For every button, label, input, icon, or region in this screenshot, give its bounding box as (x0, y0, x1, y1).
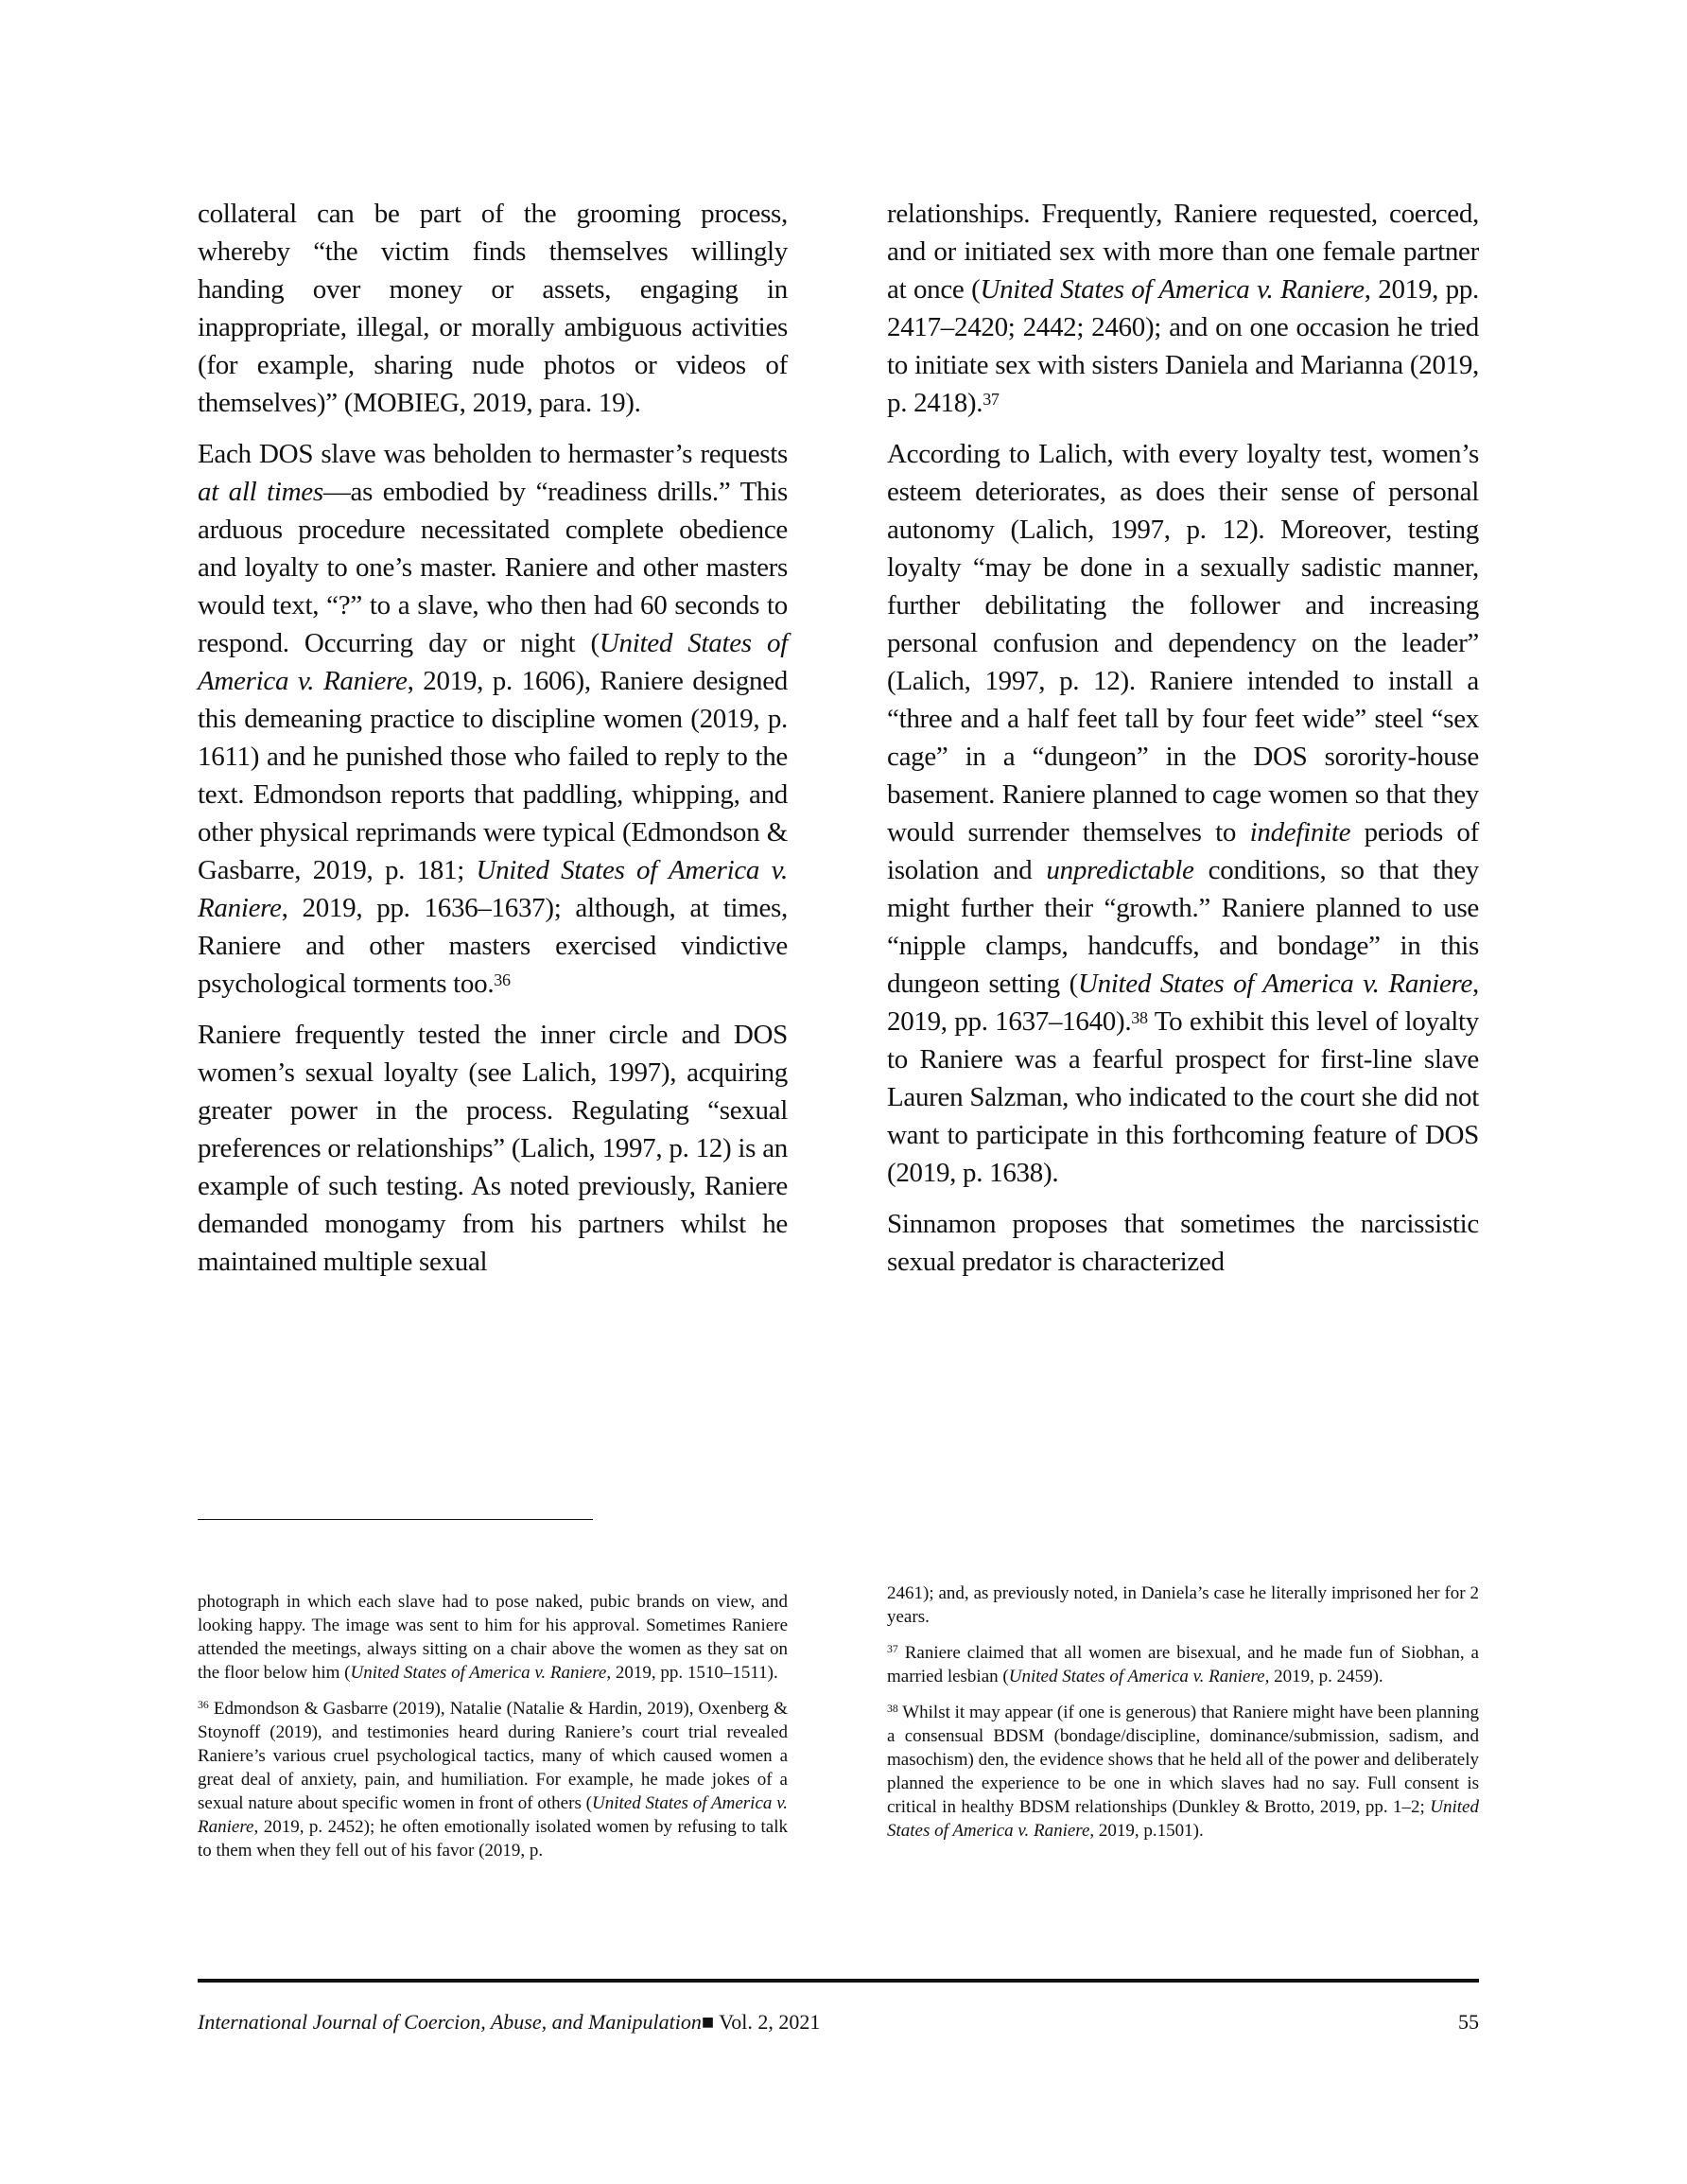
text-run: , 2019, p.1501). (1089, 1821, 1204, 1841)
paragraph (887, 1641, 1479, 1688)
italic-text: United States of America v. Raniere (980, 274, 1365, 305)
footnote-separator (198, 1519, 593, 1520)
paragraph (198, 1016, 788, 1281)
text-run: photograph in which each slave had to pose naked, pubic brands on view, and looking happy. The image was sent to him for his approval. Sometimes Raniere attended the meetings, always sitting on a chair above the women as they sat on the floor below him ( (198, 1592, 788, 1683)
paragraph (887, 195, 1479, 422)
separator-glyph: ■ (701, 2010, 715, 2034)
italic-text: United States of America v. Raniere (887, 1797, 1479, 1841)
italic-text: United States of America v. Raniere (198, 628, 788, 696)
text-run: conditions, so that they might further their “growth.” Raniere planned to use “nipple clamps, handcuffs, and bondage” in this dungeon setting ( (887, 855, 1480, 999)
text-run: According to Lalich, with every loyalty test, women’s esteem deteriorates, as does their sense of personal autonomy (Lalich, 1997, p. 12). Moreover, testing loyalty “may be done in a sexually sadistic manner, further debilitating the follower and increasing personal confusion and dependency on the leader” (Lalich, 1997, p. 12). Raniere intended to install a “three and a half feet tall by four feet wide” steel “sex cage” in a “dungeon” in the DOS sorority-house basement. Raniere planned to cage women so that they would surrender themselves to (887, 439, 1479, 847)
paragraph (887, 435, 1479, 1192)
italic-text: United States of America v. Raniere (198, 1793, 788, 1837)
volume-info: Vol. 2, 2021 (714, 2010, 821, 2034)
footer-rule (198, 1979, 1479, 1983)
right-column-body (887, 195, 1479, 1294)
paragraph (198, 1590, 788, 1685)
italic-text: United States of America v. Raniere (198, 855, 788, 923)
paragraph (887, 1701, 1479, 1843)
left-column-footnotes (198, 1590, 788, 1875)
paragraph (887, 1581, 1479, 1629)
text-run: relationships. Frequently, Raniere requested, coerced, and or initiated sex with more than one female partner at once ( (887, 199, 1479, 305)
text-run: , 2019, pp. 1637–1640). (887, 969, 1479, 1037)
text-run: Raniere claimed that all women are bisexual, and he made fun of Siobhan, a married lesbian ( (887, 1643, 1479, 1686)
footnote-marker: 36 (494, 970, 511, 989)
text-run: Whilst it may appear (if one is generous) that Raniere might have been planning a consensual BDSM (bondage/discipline, dominance/submission, sadism, and masochism) den, the evidence shows that he held all of the power and deliberately planned the experience to be one in which slaves had no say. Full consent is critical in healthy BDSM relationships (Dunkley & Brotto, 2019, pp. 1–2; (887, 1703, 1479, 1817)
italic-text: indefinite (1249, 817, 1351, 847)
journal-title: International Journal of Coercion, Abuse, and Manipulation (198, 2010, 702, 2034)
paragraph (198, 195, 788, 422)
text-run: Sinnamon proposes that sometimes the narcissistic sexual predator is characterized (887, 1209, 1479, 1277)
text-run: , 2019, pp. 1636–1637); although, at times, Raniere and other masters exercised vindictive psychological torments too. (198, 893, 788, 999)
text-run: collateral can be part of the grooming process, whereby “the victim finds themselves willingly handing over money or assets, engaging in inappropriate, illegal, or morally ambiguous activities (for example, sharing nude photos or videos of themselves)” (MOBIEG, 2019, para. 19). (198, 199, 788, 418)
text-run: periods of isolation and (887, 817, 1479, 885)
text-run: 2461); and, as previously noted, in Daniela’s case he literally imprisoned her for 2 years. (887, 1583, 1479, 1627)
text-run: , 2019, pp. 2417–2420; 2442; 2460); and on one occasion he tried to initiate sex with sisters Daniela and Marianna (2019, p. 2418). (887, 274, 1479, 418)
text-run: , 2019, p. 1606), Raniere designed this demeaning practice to discipline women (2019, p. 1611) and he punished those who failed to reply to the text. Edmondson reports that paddling, whipping, and other physical reprimands were typical (Edmondson & Gasbarre, 2019, p. 181; (198, 666, 788, 885)
text-run: Raniere frequently tested the inner circle and DOS women’s sexual loyalty (see Lalich, 1997), acquiring greater power in the process. Regulating “sexual preferences or relationships” (Lalich, 1997, p. 12) is an example of such testing. As noted previously, Raniere demanded monogamy from his partners whilst he maintained multiple sexual (198, 1020, 788, 1277)
italic-text: unpredictable (1046, 855, 1194, 885)
italic-text: United States of America v. Raniere (1077, 969, 1473, 999)
footnote-marker: 38 (887, 1703, 898, 1715)
text-run: To exhibit this level of loyalty to Raniere was a fearful prospect for first-line slave Lauren Salzman, who indicated to the court she did not want to participate in this forthcoming feature of DOS (2019, p. 1638). (887, 1006, 1479, 1188)
text-run: , 2019, p. 2452); he often emotionally isolated women by refusing to talk to them when they fell out of his favor (2019, p. (198, 1817, 788, 1861)
footnote-marker: 38 (1131, 1008, 1148, 1027)
left-column-body (198, 195, 788, 1294)
right-column-footnotes (887, 1581, 1479, 1855)
text-run: —as embodied by “readiness drills.” This arduous procedure necessitated complete obedience and loyalty to one’s master. Raniere and other masters would text, “?” to a slave, who then had 60 seconds to respond. Occurring day or night ( (198, 477, 788, 658)
text-run: Edmondson & Gasbarre (2019), Natalie (Natalie & Hardin, 2019), Oxenberg & Stoynoff (2019), and testimonies heard during Raniere’s court trial revealed Raniere’s various cruel psychological tactics, many of which caused women a great deal of anxiety, pain, and humiliation. For example, he made jokes of a sexual nature about specific women in front of others ( (198, 1699, 788, 1813)
page-footer (198, 2009, 1479, 2035)
page-number: 55 (1458, 2010, 1479, 2034)
footnote-marker: 36 (198, 1699, 209, 1711)
italic-text: United States of America v. Raniere, (1008, 1667, 1270, 1686)
paragraph (198, 1697, 788, 1862)
italic-text: at all times (198, 477, 323, 507)
footnote-marker: 37 (887, 1643, 898, 1655)
text-run: Each DOS slave was beholden to hermaster’s requests (198, 439, 788, 469)
text-run: , 2019, pp. 1510–1511). (606, 1663, 778, 1683)
text-run: 2019, p. 2459). (1269, 1667, 1383, 1686)
footnote-marker: 37 (983, 390, 1000, 409)
italic-text: United States of America v. Raniere (350, 1663, 607, 1683)
paragraph (887, 1205, 1479, 1281)
paragraph (198, 435, 788, 1003)
